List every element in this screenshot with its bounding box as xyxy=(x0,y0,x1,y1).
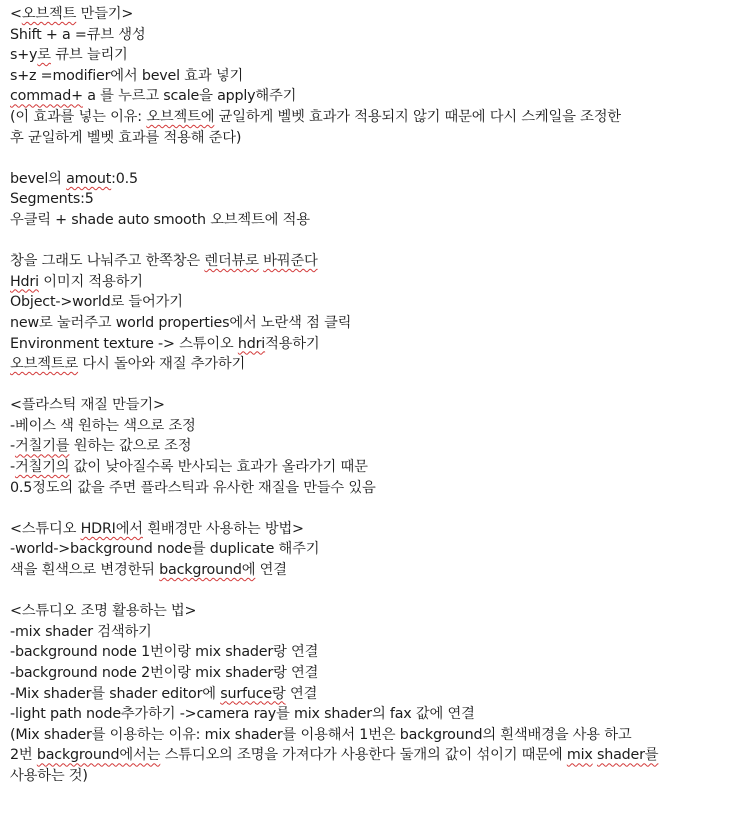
text-segment: (이 효과를 넣는 이유: xyxy=(10,108,147,125)
spellcheck-word: HDRI에서 xyxy=(80,520,143,537)
text-segment: <스튜디오 xyxy=(10,520,81,537)
text-line xyxy=(10,478,740,499)
text-line xyxy=(10,210,740,231)
spellcheck-word: 바꿔준다 xyxy=(263,253,318,270)
text-segment: 스튜디오의 조명을 가져다가 사용한다 둘개의 값이 섞이기 때문에 xyxy=(160,747,567,764)
spellcheck-word: amout xyxy=(66,170,112,187)
text-line xyxy=(10,169,740,190)
spellcheck-word: 로 xyxy=(37,47,51,64)
spellcheck-word: commad+ xyxy=(10,88,83,105)
text-line xyxy=(10,704,740,725)
text-segment: 창을 그래도 나눠주고 한쪽창은 xyxy=(10,253,205,270)
text-line xyxy=(10,128,740,149)
spellcheck-word: background에 xyxy=(159,562,256,579)
text-line xyxy=(10,684,740,705)
blank-line xyxy=(10,375,740,396)
text-line xyxy=(10,107,740,128)
text-segment: - xyxy=(10,438,15,455)
spellcheck-word: 렌더뷰로 xyxy=(204,253,259,270)
spellcheck-word: 거칠기를 xyxy=(14,438,70,455)
text-line xyxy=(10,313,740,334)
text-line xyxy=(10,354,740,375)
text-segment: -world->background node를 duplicate 해주기 xyxy=(10,541,320,558)
spellcheck-word: surfuce랑 xyxy=(220,685,286,702)
text-line xyxy=(10,395,740,416)
text-line xyxy=(10,45,740,66)
text-segment: bevel의 xyxy=(10,170,67,187)
text-line xyxy=(10,560,740,581)
text-line xyxy=(10,663,740,684)
text-segment: -background node 1번이랑 mix shader랑 연결 xyxy=(10,644,319,661)
blank-line xyxy=(10,148,740,169)
text-segment: 사용하는 것) xyxy=(10,767,88,784)
text-segment: -베이스 색 원하는 색으로 조정 xyxy=(10,417,196,434)
text-segment: Shift + a =큐브 생성 xyxy=(10,26,146,43)
text-line xyxy=(10,4,740,25)
spellcheck-word: 거칠기의 xyxy=(14,459,70,476)
text-segment: 0.5정도의 값을 주면 플라스틱과 유사한 재질을 만들수 있음 xyxy=(10,479,376,496)
text-segment: s+y xyxy=(10,47,38,64)
text-line xyxy=(10,725,740,746)
text-line xyxy=(10,334,740,355)
text-line xyxy=(10,766,740,787)
text-segment: 큐브 늘리기 xyxy=(50,47,128,64)
spellcheck-word: mix xyxy=(566,747,593,764)
spellcheck-word: 오브젝트로 xyxy=(10,356,79,373)
blank-line xyxy=(10,498,740,519)
text-segment: 이미지 적용하기 xyxy=(38,273,143,290)
text-segment: Environment texture -> 스튜이오 xyxy=(10,335,238,352)
spellcheck-word: Hdri xyxy=(10,273,39,290)
text-line xyxy=(10,25,740,46)
spellcheck-word: hdri xyxy=(237,335,266,352)
text-line xyxy=(10,86,740,107)
spellcheck-word: 오브젝트 xyxy=(21,6,77,22)
text-line xyxy=(10,189,740,210)
text-segment: 연결 xyxy=(255,562,287,579)
text-segment: -light path node추가하기 ->camera ray를 mix shader의 fax 값에 연결 xyxy=(10,706,475,723)
text-segment: 후 균일하게 벨벳 효과를 적용해 준다) xyxy=(10,129,242,146)
spellcheck-word: shader를 xyxy=(596,747,659,764)
note-document[interactable] xyxy=(10,4,740,787)
text-segment: 만들기> xyxy=(76,6,134,22)
text-line xyxy=(10,457,740,478)
text-segment: - xyxy=(10,459,15,476)
text-segment: s+z =modifier에서 bevel 효과 넣기 xyxy=(10,67,244,84)
text-line xyxy=(10,66,740,87)
text-segment: <플라스틱 재질 만들기> xyxy=(10,397,165,414)
text-segment: 흰배경만 사용하는 방법> xyxy=(142,520,304,537)
spellcheck-word: background에서는 xyxy=(36,747,161,764)
text-segment: 2번 xyxy=(10,747,37,764)
text-line xyxy=(10,416,740,437)
text-segment: 적용하기 xyxy=(265,335,320,352)
text-segment: a 를 누르고 scale을 apply해주기 xyxy=(82,88,297,105)
text-line xyxy=(10,539,740,560)
text-line xyxy=(10,519,740,540)
text-segment: :0.5 xyxy=(111,170,138,187)
text-line xyxy=(10,601,740,622)
text-segment: 원하는 값으로 조정 xyxy=(69,438,192,455)
text-line xyxy=(10,642,740,663)
text-segment: -Mix shader를 shader editor에 xyxy=(10,685,221,702)
text-segment: Segments:5 xyxy=(10,191,94,208)
text-segment: Object->world로 들어가기 xyxy=(10,294,183,311)
text-line xyxy=(10,436,740,457)
text-segment: 값이 낮아질수록 반사되는 효과가 올라가기 때문 xyxy=(69,459,368,476)
text-segment: new로 눌러주고 world properties에서 노란색 점 클릭 xyxy=(10,314,352,331)
text-segment: 우클릭 + shade auto smooth 오브젝트에 적용 xyxy=(10,211,310,228)
text-segment: 연결 xyxy=(285,685,318,702)
text-segment: 색을 흰색으로 변경한뒤 xyxy=(10,562,160,579)
text-segment: < xyxy=(10,6,22,22)
text-line xyxy=(10,272,740,293)
blank-line xyxy=(10,581,740,602)
blank-line xyxy=(10,231,740,252)
spellcheck-word: 오브젝트에 xyxy=(146,108,215,125)
text-segment: 균일하게 벨벳 효과가 적용되지 않기 때문에 다시 스케일을 조정한 xyxy=(214,108,621,125)
text-segment: <스튜디오 조명 활용하는 법> xyxy=(10,603,197,620)
text-segment: -mix shader 검색하기 xyxy=(10,623,152,640)
text-segment: (Mix shader를 이용하는 이유: mix shader를 이용해서 1번은 background의 흰색배경을 사용 하고 xyxy=(10,726,632,743)
text-segment: -background node 2번이랑 mix shader랑 연결 xyxy=(10,665,319,681)
text-line xyxy=(10,745,740,766)
text-segment: 다시 돌아와 재질 추가하기 xyxy=(78,356,246,373)
text-line xyxy=(10,292,740,313)
text-line xyxy=(10,251,740,272)
text-line xyxy=(10,622,740,643)
